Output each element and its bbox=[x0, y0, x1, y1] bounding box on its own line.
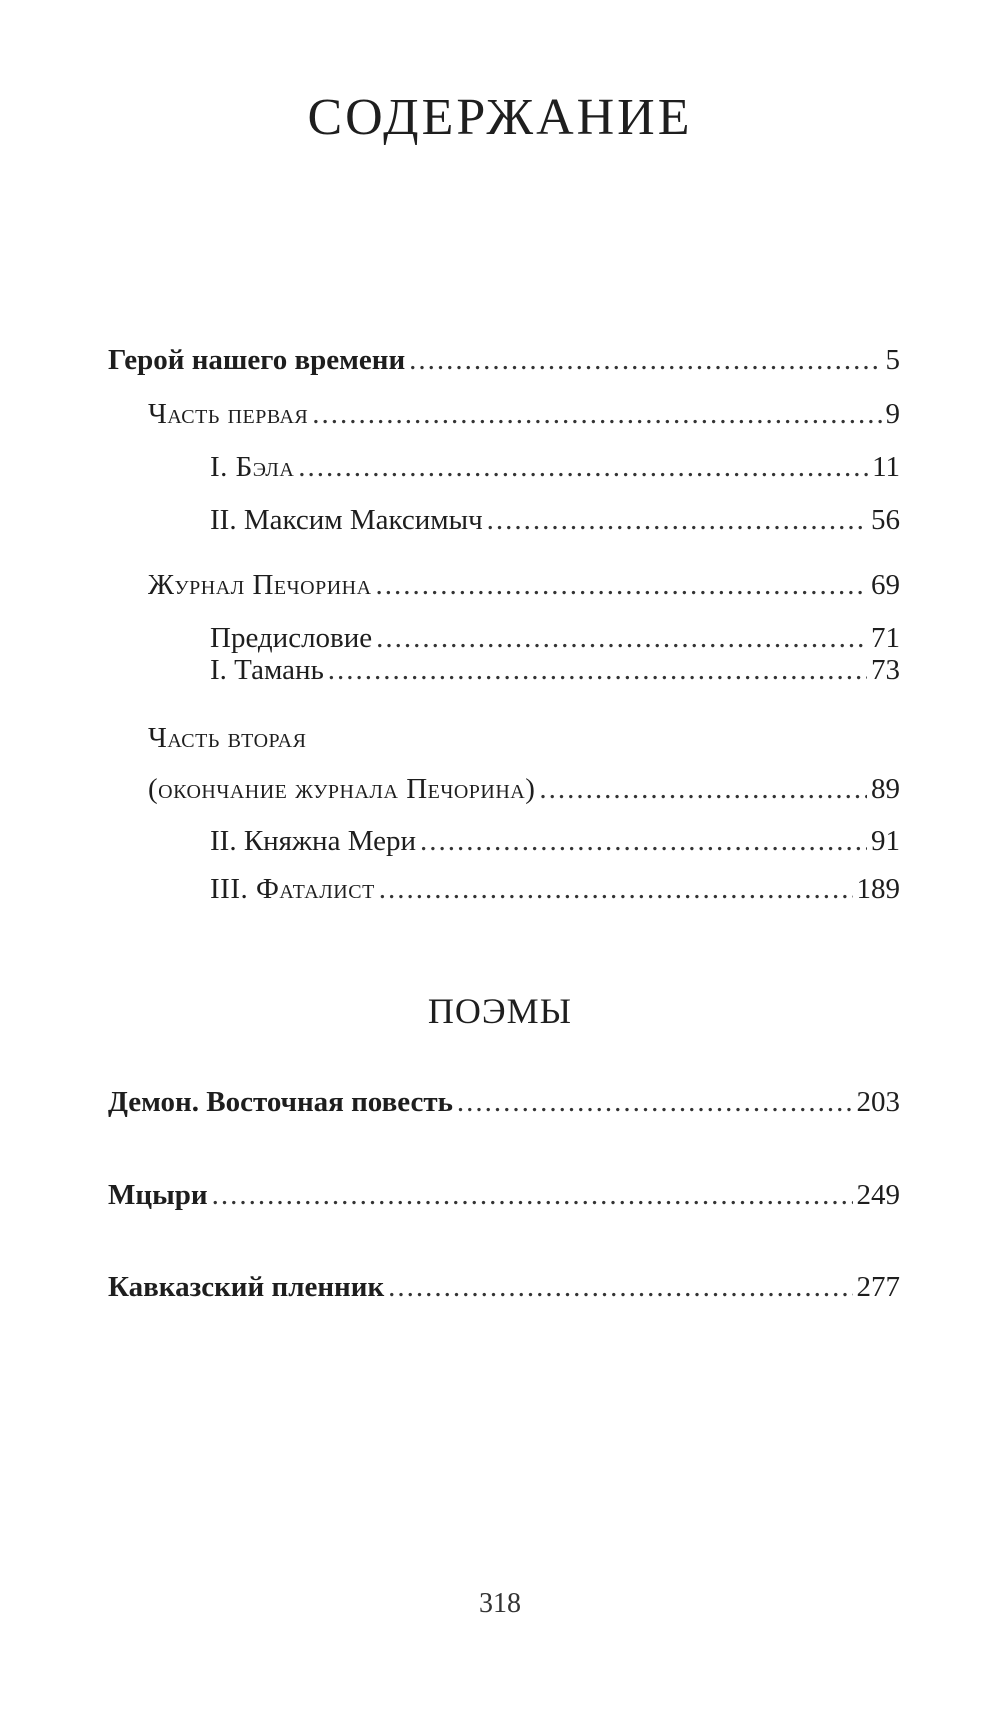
leader-dots bbox=[487, 500, 867, 540]
toc-entry-part2-sub[interactable] bbox=[148, 769, 900, 809]
toc-entry-page: 56 bbox=[871, 504, 900, 536]
leader-dots bbox=[298, 447, 868, 487]
toc-entry-part1[interactable] bbox=[148, 394, 900, 434]
toc-entry-label: III. Фаталист bbox=[210, 873, 375, 905]
page-number: 318 bbox=[479, 1588, 521, 1619]
leader-dots bbox=[212, 1175, 853, 1215]
toc-entry-label: Демон. Восточная повесть bbox=[108, 1086, 453, 1118]
toc-entry-mtsyri[interactable] bbox=[108, 1175, 900, 1215]
leader-dots bbox=[409, 340, 881, 380]
toc-entry-label: Герой нашего времени bbox=[108, 344, 406, 376]
toc-entry-prisoner[interactable] bbox=[108, 1267, 900, 1307]
leader-dots bbox=[388, 1267, 852, 1307]
toc-entry-label: Предисловие bbox=[210, 622, 373, 654]
toc-entry-page: 5 bbox=[885, 344, 900, 376]
toc-entry-label: Мцыри bbox=[108, 1179, 208, 1211]
leader-dots bbox=[420, 821, 867, 861]
toc-entry-label: I. Бэла bbox=[210, 451, 295, 483]
toc-entry-page: 203 bbox=[856, 1086, 900, 1118]
toc-entry-label: I. Тамань bbox=[210, 654, 324, 686]
toc-entry-demon[interactable] bbox=[108, 1082, 900, 1122]
toc-entry-page: 277 bbox=[856, 1271, 900, 1303]
toc-entry-journal[interactable] bbox=[148, 565, 900, 605]
toc-entry-bela[interactable] bbox=[210, 447, 900, 487]
toc-entry-maxim[interactable] bbox=[210, 500, 900, 540]
toc-entry-page: 71 bbox=[871, 622, 900, 654]
leader-dots bbox=[457, 1082, 853, 1122]
toc-entry-page: 69 bbox=[871, 569, 900, 601]
toc-entry-hero[interactable] bbox=[108, 340, 900, 380]
leader-dots bbox=[328, 650, 867, 690]
poems-section-title: ПОЭМЫ bbox=[427, 991, 573, 1031]
toc-entry-mary[interactable] bbox=[210, 821, 900, 861]
leader-dots bbox=[312, 394, 881, 434]
page-title: СОДЕРЖАНИЕ bbox=[307, 89, 693, 146]
toc-entry-page: 11 bbox=[872, 451, 900, 483]
toc-entry-part2[interactable]: Часть вторая bbox=[148, 722, 307, 754]
toc-entry-page: 9 bbox=[885, 398, 900, 430]
toc-entry-label: Часть первая bbox=[148, 398, 309, 430]
toc-entry-fatalist[interactable] bbox=[210, 869, 900, 909]
toc-entry-label: Кавказский пленник bbox=[108, 1271, 385, 1303]
toc-entry-label: (окончание журнала Печорина) bbox=[148, 773, 536, 805]
toc-entry-taman[interactable] bbox=[210, 650, 900, 690]
toc-entry-page: 91 bbox=[871, 825, 900, 857]
toc-entry-page: 249 bbox=[856, 1179, 900, 1211]
toc-entry-label: II. Княжна Мери bbox=[210, 825, 416, 857]
leader-dots bbox=[376, 565, 867, 605]
toc-entry-page: 89 bbox=[871, 773, 900, 805]
toc-entry-page: 189 bbox=[856, 873, 900, 905]
leader-dots bbox=[539, 769, 867, 809]
toc-entry-page: 73 bbox=[871, 654, 900, 686]
leader-dots bbox=[379, 869, 853, 909]
toc-entry-label: II. Максим Максимыч bbox=[210, 504, 483, 536]
toc-entry-label: Журнал Печорина bbox=[148, 569, 372, 601]
